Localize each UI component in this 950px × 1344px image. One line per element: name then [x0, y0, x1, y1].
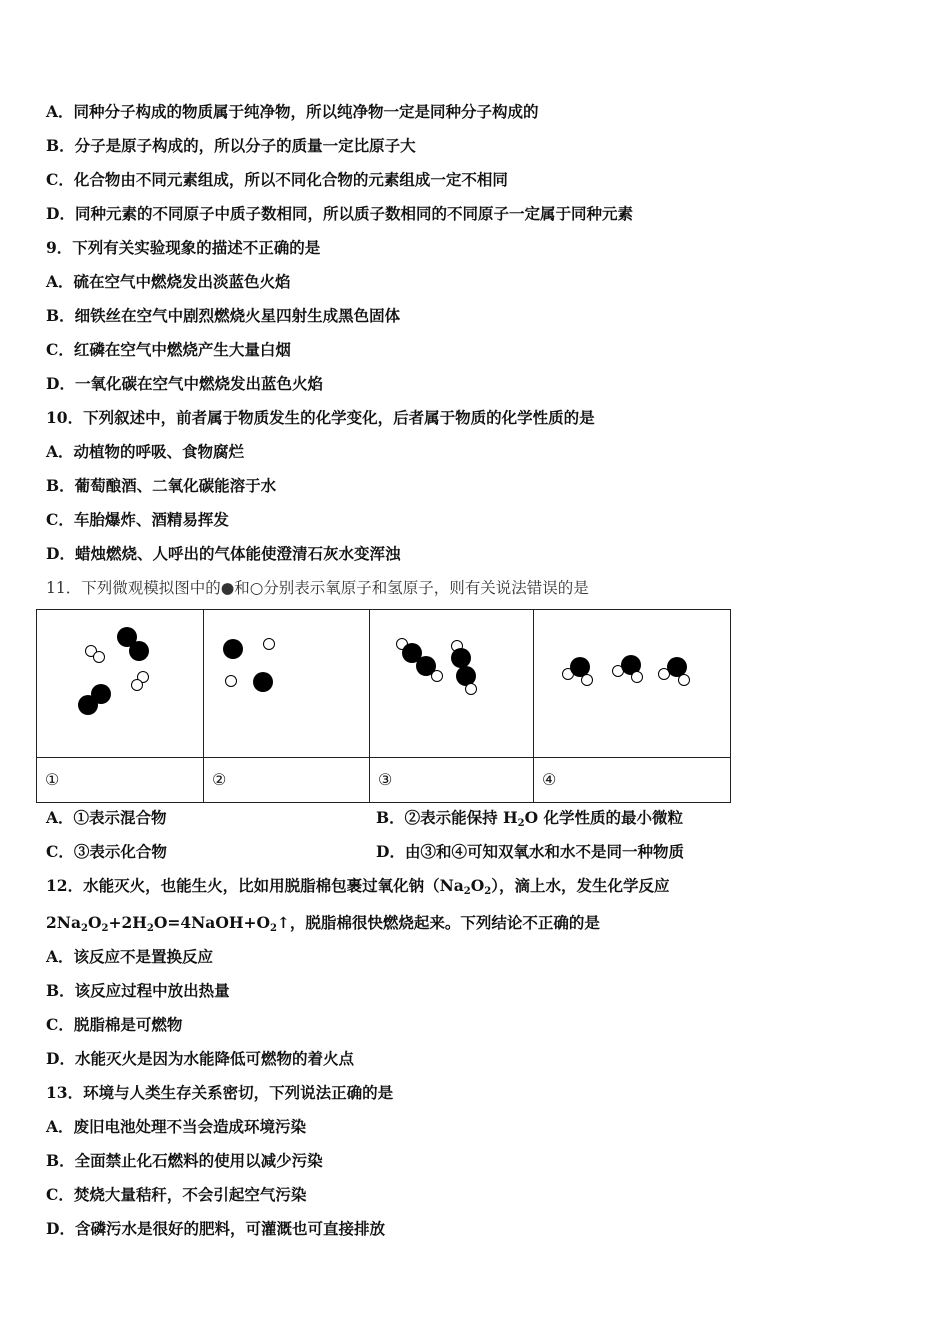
q11-option-d: D．由③和④可知双氧水和水不是同一种物质 — [376, 842, 684, 861]
q13-option-a: A．废旧电池处理不当会造成环境污染 — [46, 1117, 307, 1136]
subscript: 2 — [101, 923, 109, 934]
subscript: 2 — [463, 886, 471, 897]
hydrogen-atom — [431, 670, 443, 682]
q9-option-d: D．一氧化碳在空气中燃烧发出蓝色火焰 — [46, 374, 323, 393]
oxygen-atom — [78, 695, 98, 715]
question-12-text: 12．水能灭火，也能生火，比如用脱脂棉包裹过氧化钠（Na — [46, 876, 464, 895]
question-12-text: ），滴上水，发生化学反应 — [491, 876, 670, 895]
question-11: 11．下列微观模拟图中的●和○分别表示氧原子和氢原子，则有关说法错误的是 — [46, 579, 589, 597]
q11-option-a: A．①表示混合物 — [46, 808, 167, 827]
q12-option-a: A．该反应不是置换反应 — [46, 947, 214, 966]
q9-option-c: C．红磷在空气中燃烧产生大量白烟 — [46, 340, 291, 359]
equation-text: O=4NaOH+O — [153, 913, 270, 932]
subscript: 2 — [81, 923, 88, 934]
subscript: 2 — [484, 886, 492, 897]
q9-option-b: B．细铁丝在空气中剧烈燃烧火星四射生成黑色固体 — [46, 306, 401, 325]
diagram-label-2: ② — [204, 758, 370, 803]
oxygen-atom — [223, 639, 243, 659]
equation-text: O — [87, 913, 102, 932]
hydrogen-atom — [631, 671, 643, 683]
q11-option-b — [376, 808, 683, 834]
hydrogen-atom — [225, 675, 237, 687]
q10-option-a: A．动植物的呼吸、食物腐烂 — [46, 442, 245, 461]
subscript: 2 — [269, 923, 277, 934]
equation-text: +2H — [108, 913, 147, 932]
q13-option-c: C．焚烧大量秸秆，不会引起空气污染 — [46, 1185, 307, 1204]
diagram-cell-3 — [370, 610, 534, 758]
equation-text: ↑，脱脂棉很快燃烧起来。下列结论不正确的是 — [276, 913, 600, 932]
question-10: 10．下列叙述中，前者属于物质发生的化学变化，后者属于物质的化学性质的是 — [46, 408, 595, 427]
diagram-label-1: ① — [37, 758, 204, 803]
q10-option-d: D．蜡烛燃烧、人呼出的气体能使澄清石灰水变浑浊 — [46, 544, 401, 563]
q12-option-b: B．该反应过程中放出热量 — [46, 981, 230, 1000]
hydrogen-atom — [581, 674, 593, 686]
option-d: D．同种元素的不同原子中质子数相同，所以质子数相同的不同原子一定属于同种元素 — [46, 204, 633, 223]
q10-option-c: C．车胎爆炸、酒精易挥发 — [46, 510, 229, 529]
subscript: 2 — [146, 923, 154, 934]
question-9: 9．下列有关实验现象的描述不正确的是 — [46, 238, 321, 257]
q13-option-d: D．含磷污水是很好的肥料，可灌溉也可直接排放 — [46, 1219, 385, 1238]
question-12-text: O — [470, 876, 485, 895]
diagram-cell-4 — [534, 610, 731, 758]
subscript: 2 — [517, 818, 525, 829]
hydrogen-atom — [93, 651, 105, 663]
q11-option-b-text: O 化学性质的最小微粒 — [524, 808, 684, 827]
q12-option-d: D．水能灭火是因为水能降低可燃物的着火点 — [46, 1049, 354, 1068]
oxygen-atom — [253, 672, 273, 692]
hydrogen-atom — [131, 679, 143, 691]
diagram-label-4: ④ — [534, 758, 731, 803]
q9-option-a: A．硫在空气中燃烧发出淡蓝色火焰 — [46, 272, 291, 291]
q10-option-b: B．葡萄酿酒、二氧化碳能溶于水 — [46, 476, 277, 495]
hydrogen-atom — [678, 674, 690, 686]
molecule-diagram-table — [36, 609, 731, 803]
diagram-cell-1 — [37, 610, 204, 758]
equation-text: 2Na — [46, 913, 81, 932]
hydrogen-atom — [465, 683, 477, 695]
question-12-equation — [46, 913, 600, 939]
hydrogen-atom — [263, 638, 275, 650]
option-b: B．分子是原子构成的，所以分子的质量一定比原子大 — [46, 136, 416, 155]
option-c: C．化合物由不同元素组成，所以不同化合物的元素组成一定不相同 — [46, 170, 508, 189]
q11-option-c: C．③表示化合物 — [46, 842, 167, 861]
diagram-label-3: ③ — [370, 758, 534, 803]
q11-option-b-text: B．②表示能保持 H — [376, 808, 518, 827]
q13-option-b: B．全面禁止化石燃料的使用以减少污染 — [46, 1151, 323, 1170]
question-13: 13．环境与人类生存关系密切，下列说法正确的是 — [46, 1083, 394, 1102]
oxygen-atom — [129, 641, 149, 661]
option-a: A．同种分子构成的物质属于纯净物，所以纯净物一定是同种分子构成的 — [46, 102, 539, 121]
q12-option-c: C．脱脂棉是可燃物 — [46, 1015, 183, 1034]
oxygen-atom — [451, 648, 471, 668]
diagram-cell-2 — [204, 610, 370, 758]
question-12 — [46, 876, 670, 902]
